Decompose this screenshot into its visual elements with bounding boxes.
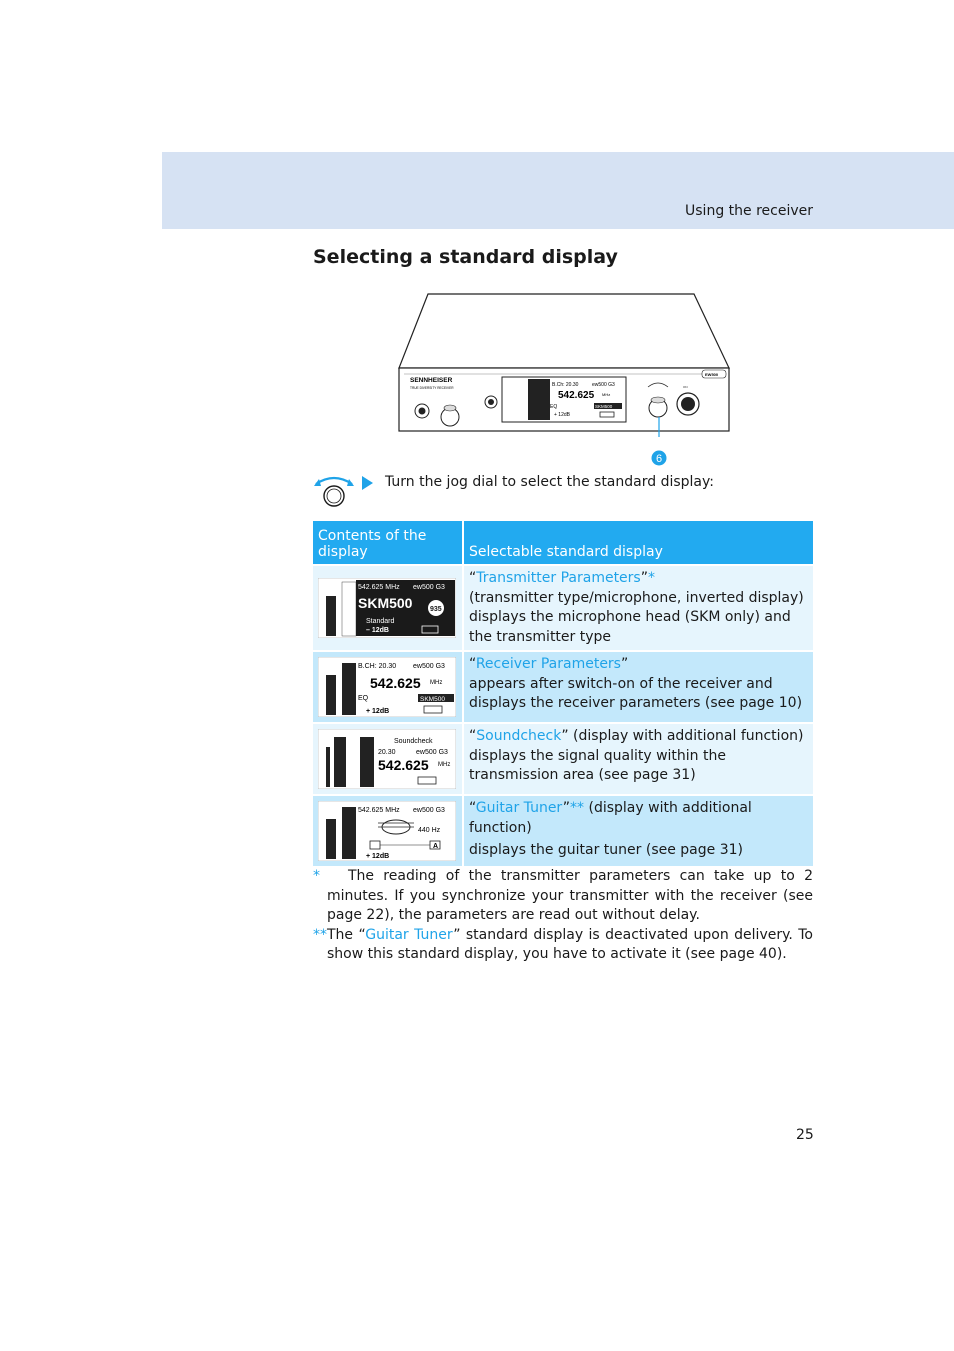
section-header: Using the receiver xyxy=(685,203,813,219)
col-header-contents: Contents of the display xyxy=(313,521,463,565)
page-title: Selecting a standard display xyxy=(313,246,618,268)
brand-logo-text: SENNHEISER xyxy=(410,377,453,384)
lcd-channel: B.CH: 20.30 xyxy=(358,663,397,670)
lcd-unit: MHz xyxy=(430,680,443,686)
lcd-guitar-tuner xyxy=(318,801,456,861)
lcd-model: ew500 G3 xyxy=(413,584,445,591)
lcd-skm: SKM500 xyxy=(420,696,445,703)
lcd-frequency: 542.625 xyxy=(558,390,595,401)
footnote-mark: * xyxy=(647,570,655,586)
row-description: “Soundcheck” (display with additional function) displays the signal quality within the transmission area (see page 31) xyxy=(463,723,813,795)
lcd-mic-head: 935 xyxy=(430,606,442,613)
footnote-2-mark: ** xyxy=(313,926,327,943)
link-guitar-tuner-footnote[interactable]: Guitar Tuner xyxy=(365,926,454,943)
footnote-1-text: The reading of the transmitter parameters can take up to 2 minutes. If you synchronize your transmitter with the receiver (see page 22), the parameters are read out without delay. xyxy=(327,868,814,923)
link-guitar-tuner[interactable]: Guitar Tuner xyxy=(475,800,563,816)
page-number: 25 xyxy=(796,1127,814,1143)
device-subtitle: TRUE DIVERSITY RECEIVER xyxy=(410,386,454,390)
lcd-model: ew500 G3 xyxy=(413,663,445,670)
lcd-eq: EQ xyxy=(550,404,558,410)
callout-6-marker xyxy=(651,449,667,467)
footnote-mark: ** xyxy=(570,800,585,816)
receiver-illustration xyxy=(396,292,732,437)
lcd-freq: 542.625 MHz xyxy=(358,807,400,814)
lcd-freq: 542.625 MHz xyxy=(358,584,400,591)
lcd-gain: – 12dB xyxy=(366,627,389,634)
lcd-freq: 542.625 xyxy=(378,757,429,773)
svg-text:ON: ON xyxy=(683,385,688,389)
lcd-freq: 542.625 xyxy=(370,675,421,691)
lcd-channel: B.Ch: 20.30 xyxy=(552,382,579,388)
lcd-gain: + 12dB xyxy=(554,412,570,418)
instruction-text: Turn the jog dial to select the standard display: xyxy=(385,474,714,490)
jog-dial-icon xyxy=(312,474,356,510)
lcd-unit: MHz xyxy=(602,392,611,397)
footnotes xyxy=(313,867,813,965)
lcd-unit: MHz xyxy=(438,762,451,768)
lcd-receiver-parameters xyxy=(318,657,456,717)
row-description: “Transmitter Parameters”* (transmitter type/microphone, inverted display) displays the microphone head (SKM only) and the transmitter type xyxy=(463,565,813,651)
link-transmitter-parameters[interactable]: Transmitter Parameters xyxy=(476,570,641,586)
row-description: “Receiver Parameters” appears after switch-on of the receiver and displays the receiver parameters (see page 10) xyxy=(463,651,813,723)
footnote-2: **The “Guitar Tuner” standard display is deactivated upon delivery. To show this standard display, you have to activate it (see page 40). xyxy=(313,926,813,962)
lcd-note: A xyxy=(433,843,439,850)
lcd-transmitter-parameters xyxy=(318,578,456,638)
lcd-mode: Standard xyxy=(366,618,395,625)
lcd-cell xyxy=(313,565,463,651)
lcd-model: ew500 G3 xyxy=(413,807,445,814)
lcd-hz: 440 Hz xyxy=(418,827,441,834)
table-row xyxy=(313,723,813,795)
table-row xyxy=(313,565,813,651)
callout-number: 6 xyxy=(656,453,663,465)
table-row xyxy=(313,795,813,866)
lcd-gain: + 12dB xyxy=(366,708,390,715)
footnote-1 xyxy=(313,867,813,926)
link-soundcheck[interactable]: Soundcheck xyxy=(476,728,562,744)
lcd-skm: SKM500 xyxy=(595,404,613,409)
lcd-soundcheck-label: Soundcheck xyxy=(394,738,433,745)
lcd-model: ew500 G3 xyxy=(592,382,615,388)
lcd-cell xyxy=(313,651,463,723)
lcd-channel: 20.30 xyxy=(378,749,396,756)
display-table xyxy=(313,521,813,866)
table-row xyxy=(313,651,813,723)
link-receiver-parameters[interactable]: Receiver Parameters xyxy=(475,656,621,672)
lcd-soundcheck xyxy=(318,729,456,789)
col-header-selectable: Selectable standard display xyxy=(463,521,813,565)
header-band xyxy=(162,152,954,229)
lcd-cell xyxy=(313,723,463,795)
lcd-transmitter-type: SKM500 xyxy=(358,595,413,611)
ew-badge: EW500 xyxy=(705,372,719,377)
lcd-cell xyxy=(313,795,463,866)
row-description: “Guitar Tuner”** (display with additional function) displays the guitar tuner (see page 31) xyxy=(463,795,813,866)
lcd-eq: EQ xyxy=(358,695,369,702)
step-arrow-icon xyxy=(362,476,373,490)
footnote-1-mark: * xyxy=(313,868,320,884)
lcd-gain: + 12dB xyxy=(366,853,390,860)
lcd-model: ew500 G3 xyxy=(416,749,448,756)
